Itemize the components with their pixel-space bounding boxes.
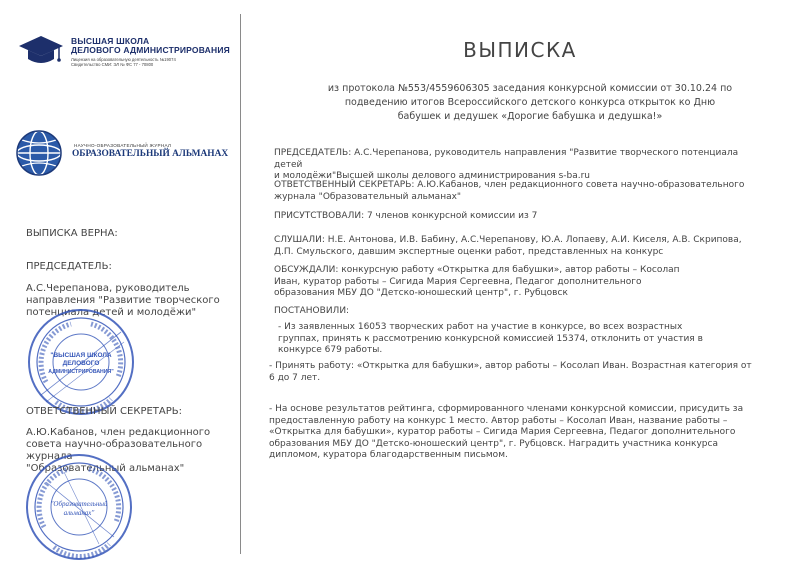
license-line1: Лицензия на образовательную деятельность №19074: [71, 57, 176, 62]
license-line2: Свидетельство СМИ: ЭЛ № ФС 77 - 70800: [71, 62, 154, 67]
verified-label: ВЫПИСКА ВЕРНА:: [26, 228, 118, 239]
left-chair-text: А.С.Черепанова, руководитель направления "Развитие творческого потенциала детей и молодёжи": [26, 283, 220, 318]
graduation-cap-icon: [18, 34, 64, 68]
resolved-heading: ПОСТАНОВИЛИ:: [274, 306, 350, 316]
journal-name: ОБРАЗОВАТЕЛЬНЫЙ АЛЬМАНАХ: [72, 149, 229, 159]
chair-paragraph: ПРЕДСЕДАТЕЛЬ: А.С.Черепанова, руководитель направления "Развитие творческого потенциала детей и молодёжи"Высшей школы делового администрирования s-ba.ru: [274, 148, 739, 181]
document-title: ВЫПИСКА: [463, 38, 577, 62]
resolution-2: - Принять работу: «Открытка для бабушки», автор работы – Косолап Иван. Возрастная категория от 6 до 7 лет.: [269, 361, 752, 383]
globe-icon: [14, 128, 64, 178]
journal-seal-stamp: [24, 452, 134, 562]
vertical-divider: [240, 14, 241, 554]
school-logo: [18, 34, 233, 74]
stamp2-line2: альманах": [63, 509, 95, 517]
school-name-line1: ВЫСШАЯ ШКОЛА: [71, 36, 150, 46]
school-seal-stamp: [26, 307, 136, 417]
resolution-3: - На основе результатов рейтинга, сформированного членами конкурсной комиссии, присудить за предоставленную работу на конкурс 1 место. Автор работы – Косолап Иван, название работы – «Открытка для бабушки», куратор работы – Сигида Мария Сергеевна, Педагог дополнительного образования МБУ ДО "Детско-юношеский центр", г. Рубцовск. Наградить участника конкурса дипломом, куратора благодарственным письмом.: [269, 404, 744, 460]
stamp2-line1: "Образовательный: [50, 500, 108, 508]
journal-logo: [14, 128, 234, 178]
left-secretary-heading: ОТВЕТСТВЕННЫЙ СЕКРЕТАРЬ:: [26, 406, 183, 417]
left-secretary-text: А.Ю.Кабанов, член редакционного совета научно-образовательного журнала "Образовательный альманах": [26, 427, 211, 474]
stamp1-line1: "ВЫСШАЯ ШКОЛА: [50, 352, 112, 359]
discussed-paragraph: ОБСУЖДАЛИ: конкурсную работу «Открытка для бабушки», автор работы – Косолап Иван, куратор работы – Сигида Мария Сергеевна, Педагог дополнительного образования МБУ ДО "Детско-юношеский центр", г. Рубцовск: [274, 265, 680, 298]
stamp1-line3: АДМИНИСТРИРОВАНИЯ": [48, 369, 114, 375]
stamp1-line2: ДЕЛОВОГО: [62, 360, 100, 367]
secretary-paragraph: ОТВЕТСТВЕННЫЙ СЕКРЕТАРЬ: А.Ю.Кабанов, член редакционного совета научно-образовательного журнала "Образовательный альманах": [274, 180, 745, 202]
journal-subtitle: НАУЧНО-ОБРАЗОВАТЕЛЬНЫЙ ЖУРНАЛ: [74, 143, 172, 148]
resolution-1: - Из заявленных 16053 творческих работ на участие в конкурсе, во всех возрастных группах, принять к рассмотрению конкурсной комиссией 15374, отклонить от участия в конкурсе 679 работы.: [278, 322, 703, 355]
present-paragraph: ПРИСУТСТВОВАЛИ: 7 членов конкурсной комиссии из 7: [274, 211, 538, 221]
document-intro: из протокола №553/4559606305 заседания конкурсной комиссии от 30.10.24 по подведению итогов Всероссийского детского конкурса открыток ко Дню бабушек и дедушек «Дорогие бабушка и дедушка!»: [327, 83, 733, 122]
heard-paragraph: СЛУШАЛИ: Н.Е. Антонова, И.В. Бабину, А.С.Черепанову, Ю.А. Лопаеву, А.И. Киселя, А.В. Скрипова, Д.П. Смульского, давшим экспертные оценки работ, представленных на конкурс: [274, 235, 742, 257]
left-chair-heading: ПРЕДСЕДАТЕЛЬ:: [26, 261, 112, 272]
school-name-line2: ДЕЛОВОГО АДМИНИСТРИРОВАНИЯ: [71, 45, 230, 55]
left-column: [0, 0, 240, 566]
